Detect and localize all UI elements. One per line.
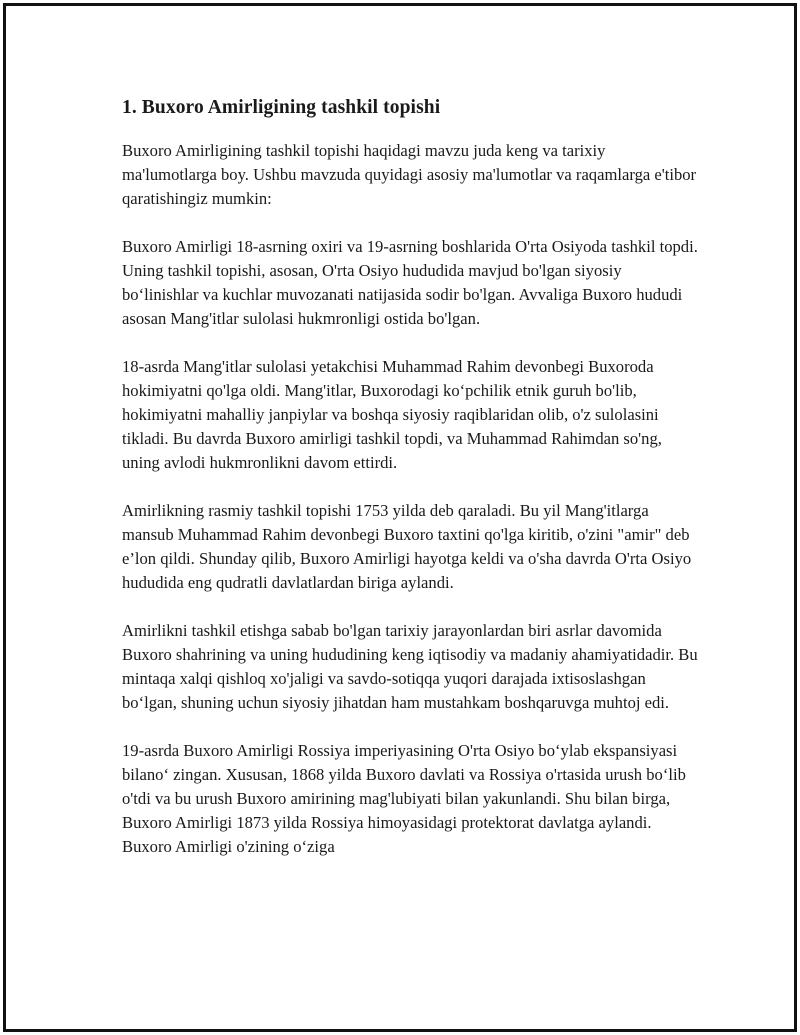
paragraph-intro: Buxoro Amirligining tashkil topishi haqidagi mavzu juda keng va tarixiy ma'lumotlarga boy. Ushbu mavzuda quyidagi asosiy ma'lumotlar va raqamlarga e'tibor qaratishingiz mumkin: [122, 141, 697, 209]
paragraph-russian-expansion: 19-asrda Buxoro Amirligi Rossiya imperiyasining O'rta Osiyo bo‘ylab ekspansiyasi bilano‘ zingan. Xususan, 1868 yilda Buxoro davlati va Rossiya o'rtasida urush bo‘lib o'tdi va bu urush Buxoro amirining mag'lubiyati bilan yakunlandi. Shu bilan birga, Buxoro Amirligi 1873 yilda Rossiya himoyasidagi protektorat davlatga aylandi. Buxoro Amirligi o'zining o‘ziga [122, 741, 686, 857]
document-body [122, 96, 702, 883]
paragraph-official-founding: Amirlikning rasmiy tashkil topishi 1753 yilda deb qaraladi. Bu yil Mang'itlarga mansub Muhammad Rahim devonbegi Buxoro taxtini qo'lga kiritib, o'zini "amir" deb e’lon qildi. Shunday qilib, Buxoro Amirligi hayotga keldi va o'sha davrda O'rta Osiyo hududida eng qudratli davlatlardan biriga aylandi. [122, 501, 692, 593]
page-frame [3, 3, 797, 1032]
section-heading: 1. Buxoro Amirligining tashkil topishi [122, 97, 441, 118]
paragraph-origin: Buxoro Amirligi 18-asrning oxiri va 19-asrning boshlarida O'rta Osiyoda tashkil topdi. Uning tashkil topishi, asosan, O'rta Osiyo hududida mavjud bo'lgan siyosiy bo‘linishlar va kuchlar muvozanati natijasida sodir bo'lgan. Avvaliga Buxoro hududi asosan Mang'itlar sulolasi hukmronligi ostida bo'lgan. [122, 237, 698, 329]
paragraph-historical-reasons: Amirlikni tashkil etishga sabab bo'lgan tarixiy jarayonlardan biri asrlar davomida Buxoro shahrining va uning hududining keng iqtisodiy va madaniy ahamiyatidadir. Bu mintaqa xalqi qishloq xo'jaligi va savdo-sotiqqa yuqori darajada ixtisoslashgan bo‘lgan, shuning uchun siyosiy jihatdan ham mustahkam boshqaruvga muhtoj edi. [122, 621, 698, 713]
paragraph-mangit-dynasty: 18-asrda Mang'itlar sulolasi yetakchisi Muhammad Rahim devonbegi Buxoroda hokimiyatni qo'lga oldi. Mang'itlar, Buxorodagi ko‘pchilik etnik guruh bo'lib, hokimiyatni mahalliy janpiylar va boshqa siyosiy raqiblaridan olib, o'z sulolasini tikladi. Bu davrda Buxoro amirligi tashkil topdi, va Muhammad Rahimdan so'ng, uning avlodi hukmronlikni davom ettirdi. [122, 357, 662, 473]
